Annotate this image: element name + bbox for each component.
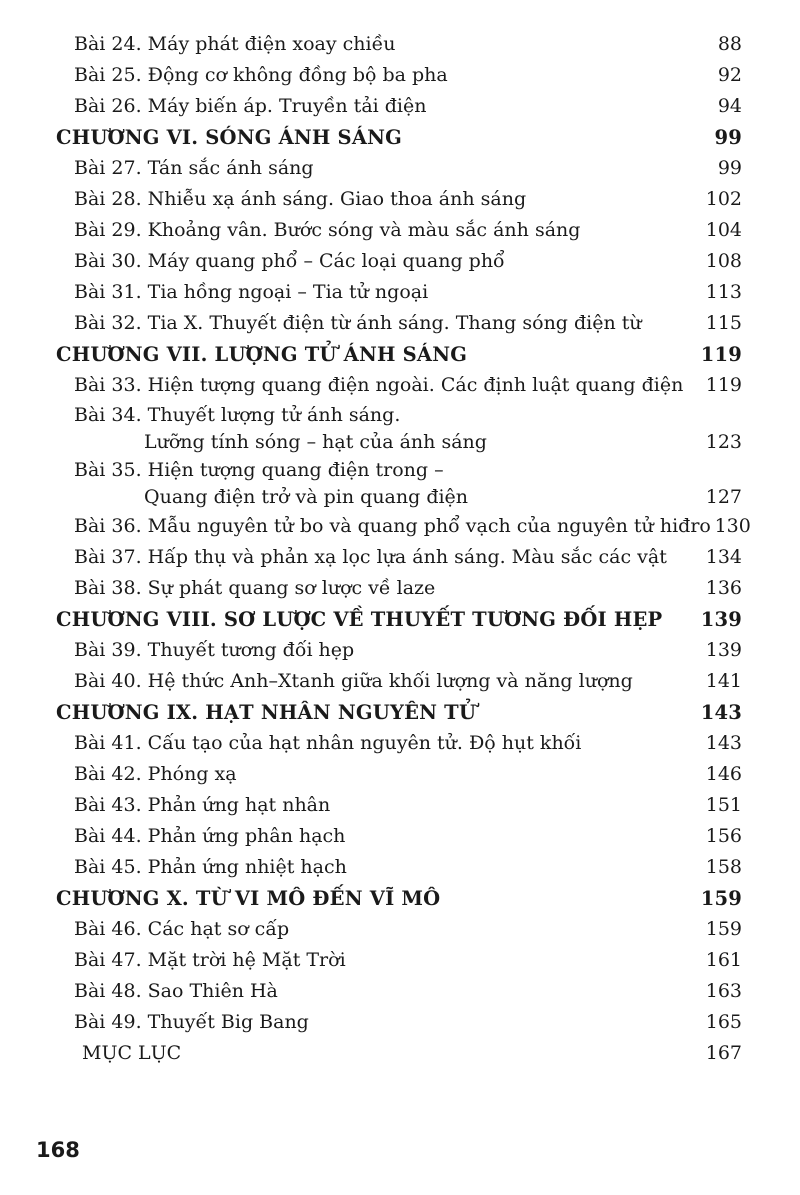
toc-entry — [56, 976, 742, 1007]
entry-page-number: 146 — [705, 763, 742, 785]
entry-title: Bài 39. Thuyết tương đối hẹp — [74, 639, 355, 661]
entry-page-number: 127 — [705, 486, 742, 508]
entry-title: Bài 44. Phản ứng phân hạch — [74, 825, 346, 847]
toc-entry — [56, 153, 742, 184]
entry-title: Bài 30. Máy quang phổ – Các loại quang phổ — [74, 250, 505, 272]
page-number: 168 — [36, 1138, 80, 1162]
entry-page-number: 134 — [705, 546, 742, 568]
entry-page-number: 143 — [700, 701, 742, 724]
entry-title: CHƯƠNG VI. SÓNG ÁNH SÁNG — [56, 126, 403, 149]
toc-entry — [56, 573, 742, 604]
entry-title: Bài 29. Khoảng vân. Bước sóng và màu sắc ánh sáng — [74, 219, 581, 241]
toc-entry — [56, 1007, 742, 1038]
entry-page-number: 104 — [705, 219, 742, 241]
entry-title: Bài 47. Mặt trời hệ Mặt Trời — [74, 949, 346, 971]
entry-title: Bài 40. Hệ thức Anh–Xtanh giữa khối lượng và năng lượng — [74, 670, 633, 692]
entry-title: Bài 27. Tán sắc ánh sáng — [74, 157, 314, 179]
entry-title: Bài 38. Sự phát quang sơ lược về laze — [74, 577, 436, 599]
index-entry — [56, 1038, 742, 1069]
toc-entry — [56, 277, 742, 308]
entry-page-number: 113 — [705, 281, 742, 303]
entry-title: Bài 32. Tia X. Thuyết điện từ ánh sáng. Thang sóng điện từ — [74, 312, 642, 334]
toc-entry — [56, 821, 742, 852]
toc-entry — [56, 429, 742, 456]
toc-entry — [56, 666, 742, 697]
entry-page-number: 151 — [705, 794, 742, 816]
entry-title: CHƯƠNG X. TỪ VI MÔ ĐẾN VĨ MÔ — [56, 887, 441, 910]
entry-page-number: 136 — [705, 577, 742, 599]
entry-page-number: 108 — [705, 250, 742, 272]
toc-entry — [56, 401, 742, 429]
entry-title: Bài 48. Sao Thiên Hà — [74, 980, 278, 1002]
toc-entry — [56, 914, 742, 945]
entry-page-number: 159 — [705, 918, 742, 940]
entry-page-number: 139 — [705, 639, 742, 661]
entry-title: Bài 43. Phản ứng hạt nhân — [74, 794, 331, 816]
entry-title: Bài 25. Động cơ không đồng bộ ba pha — [74, 64, 448, 86]
entry-title: Bài 42. Phóng xạ — [74, 763, 237, 785]
entry-page-number: 161 — [705, 949, 742, 971]
toc-entry — [56, 542, 742, 573]
entry-title: Bài 28. Nhiễu xạ ánh sáng. Giao thoa ánh sáng — [74, 188, 527, 210]
entry-title: Bài 33. Hiện tượng quang điện ngoài. Các định luật quang điện — [74, 374, 684, 396]
entry-title: MỤC LỤC — [82, 1042, 182, 1064]
toc-entry — [56, 29, 742, 60]
entry-page-number: 167 — [705, 1042, 742, 1064]
toc-entry — [56, 945, 742, 976]
toc-entry — [56, 91, 742, 122]
table-of-contents — [56, 29, 751, 1069]
entry-title: Bài 31. Tia hồng ngoại – Tia tử ngoại — [74, 281, 429, 303]
entry-title: CHƯƠNG VII. LƯỢNG TỬ ÁNH SÁNG — [56, 343, 468, 366]
entry-title: Bài 24. Máy phát điện xoay chiều — [74, 33, 396, 55]
entry-page-number: 102 — [705, 188, 742, 210]
entry-title: Bài 45. Phản ứng nhiệt hạch — [74, 856, 347, 878]
toc-entry — [56, 456, 742, 484]
entry-page-number: 92 — [717, 64, 742, 86]
entry-page-number: 115 — [705, 312, 742, 334]
toc-entry — [56, 852, 742, 883]
entry-page-number: 165 — [705, 1011, 742, 1033]
toc-entry — [56, 60, 742, 91]
entry-title: Bài 37. Hấp thụ và phản xạ lọc lựa ánh sáng. Màu sắc các vật — [74, 546, 667, 568]
entry-title: Bài 26. Máy biến áp. Truyền tải điện — [74, 95, 427, 117]
entry-page-number: 119 — [705, 374, 742, 396]
toc-entry — [56, 215, 742, 246]
chapter-heading — [56, 604, 742, 635]
toc-entry — [56, 728, 742, 759]
chapter-heading — [56, 122, 742, 153]
toc-entry — [56, 484, 742, 511]
entry-page-number: 88 — [717, 33, 742, 55]
entry-page-number: 119 — [700, 343, 742, 366]
entry-title: Bài 46. Các hạt sơ cấp — [74, 918, 290, 940]
entry-title: CHƯƠNG VIII. SƠ LƯỢC VỀ THUYẾT TƯƠNG ĐỐI HẸP — [56, 608, 663, 631]
entry-page-number: 139 — [700, 608, 742, 631]
entry-title: Bài 49. Thuyết Big Bang — [74, 1011, 309, 1033]
toc-entry — [56, 759, 742, 790]
entry-title: Bài 35. Hiện tượng quang điện trong – — [74, 459, 444, 481]
toc-entry — [56, 308, 742, 339]
entry-page-number: 159 — [700, 887, 742, 910]
entry-title: Lưỡng tính sóng – hạt của ánh sáng — [144, 431, 487, 453]
toc-entry — [56, 370, 742, 401]
entry-page-number: 158 — [705, 856, 742, 878]
entry-title: CHƯƠNG IX. HẠT NHÂN NGUYÊN TỬ — [56, 701, 477, 724]
entry-title: Bài 34. Thuyết lượng tử ánh sáng. — [74, 404, 401, 426]
chapter-heading — [56, 339, 742, 370]
entry-title: Quang điện trở và pin quang điện — [144, 486, 469, 508]
entry-page-number: 94 — [717, 95, 742, 117]
chapter-heading — [56, 697, 742, 728]
toc-entry — [56, 790, 742, 821]
toc-entry — [56, 511, 751, 542]
entry-page-number: 99 — [717, 157, 742, 179]
toc-entry — [56, 184, 742, 215]
toc-entry — [56, 635, 742, 666]
toc-entry — [56, 246, 742, 277]
entry-page-number: 99 — [714, 126, 742, 149]
entry-title: Bài 36. Mẫu nguyên tử bo và quang phổ vạch của nguyên tử hiđro — [74, 515, 711, 537]
entry-page-number: 163 — [705, 980, 742, 1002]
entry-page-number: 143 — [705, 732, 742, 754]
entry-page-number: 123 — [705, 431, 742, 453]
chapter-heading — [56, 883, 742, 914]
entry-page-number: 141 — [705, 670, 742, 692]
entry-page-number: 156 — [705, 825, 742, 847]
entry-title: Bài 41. Cấu tạo của hạt nhân nguyên tử. Độ hụt khối — [74, 732, 582, 754]
entry-page-number: 130 — [714, 515, 751, 537]
